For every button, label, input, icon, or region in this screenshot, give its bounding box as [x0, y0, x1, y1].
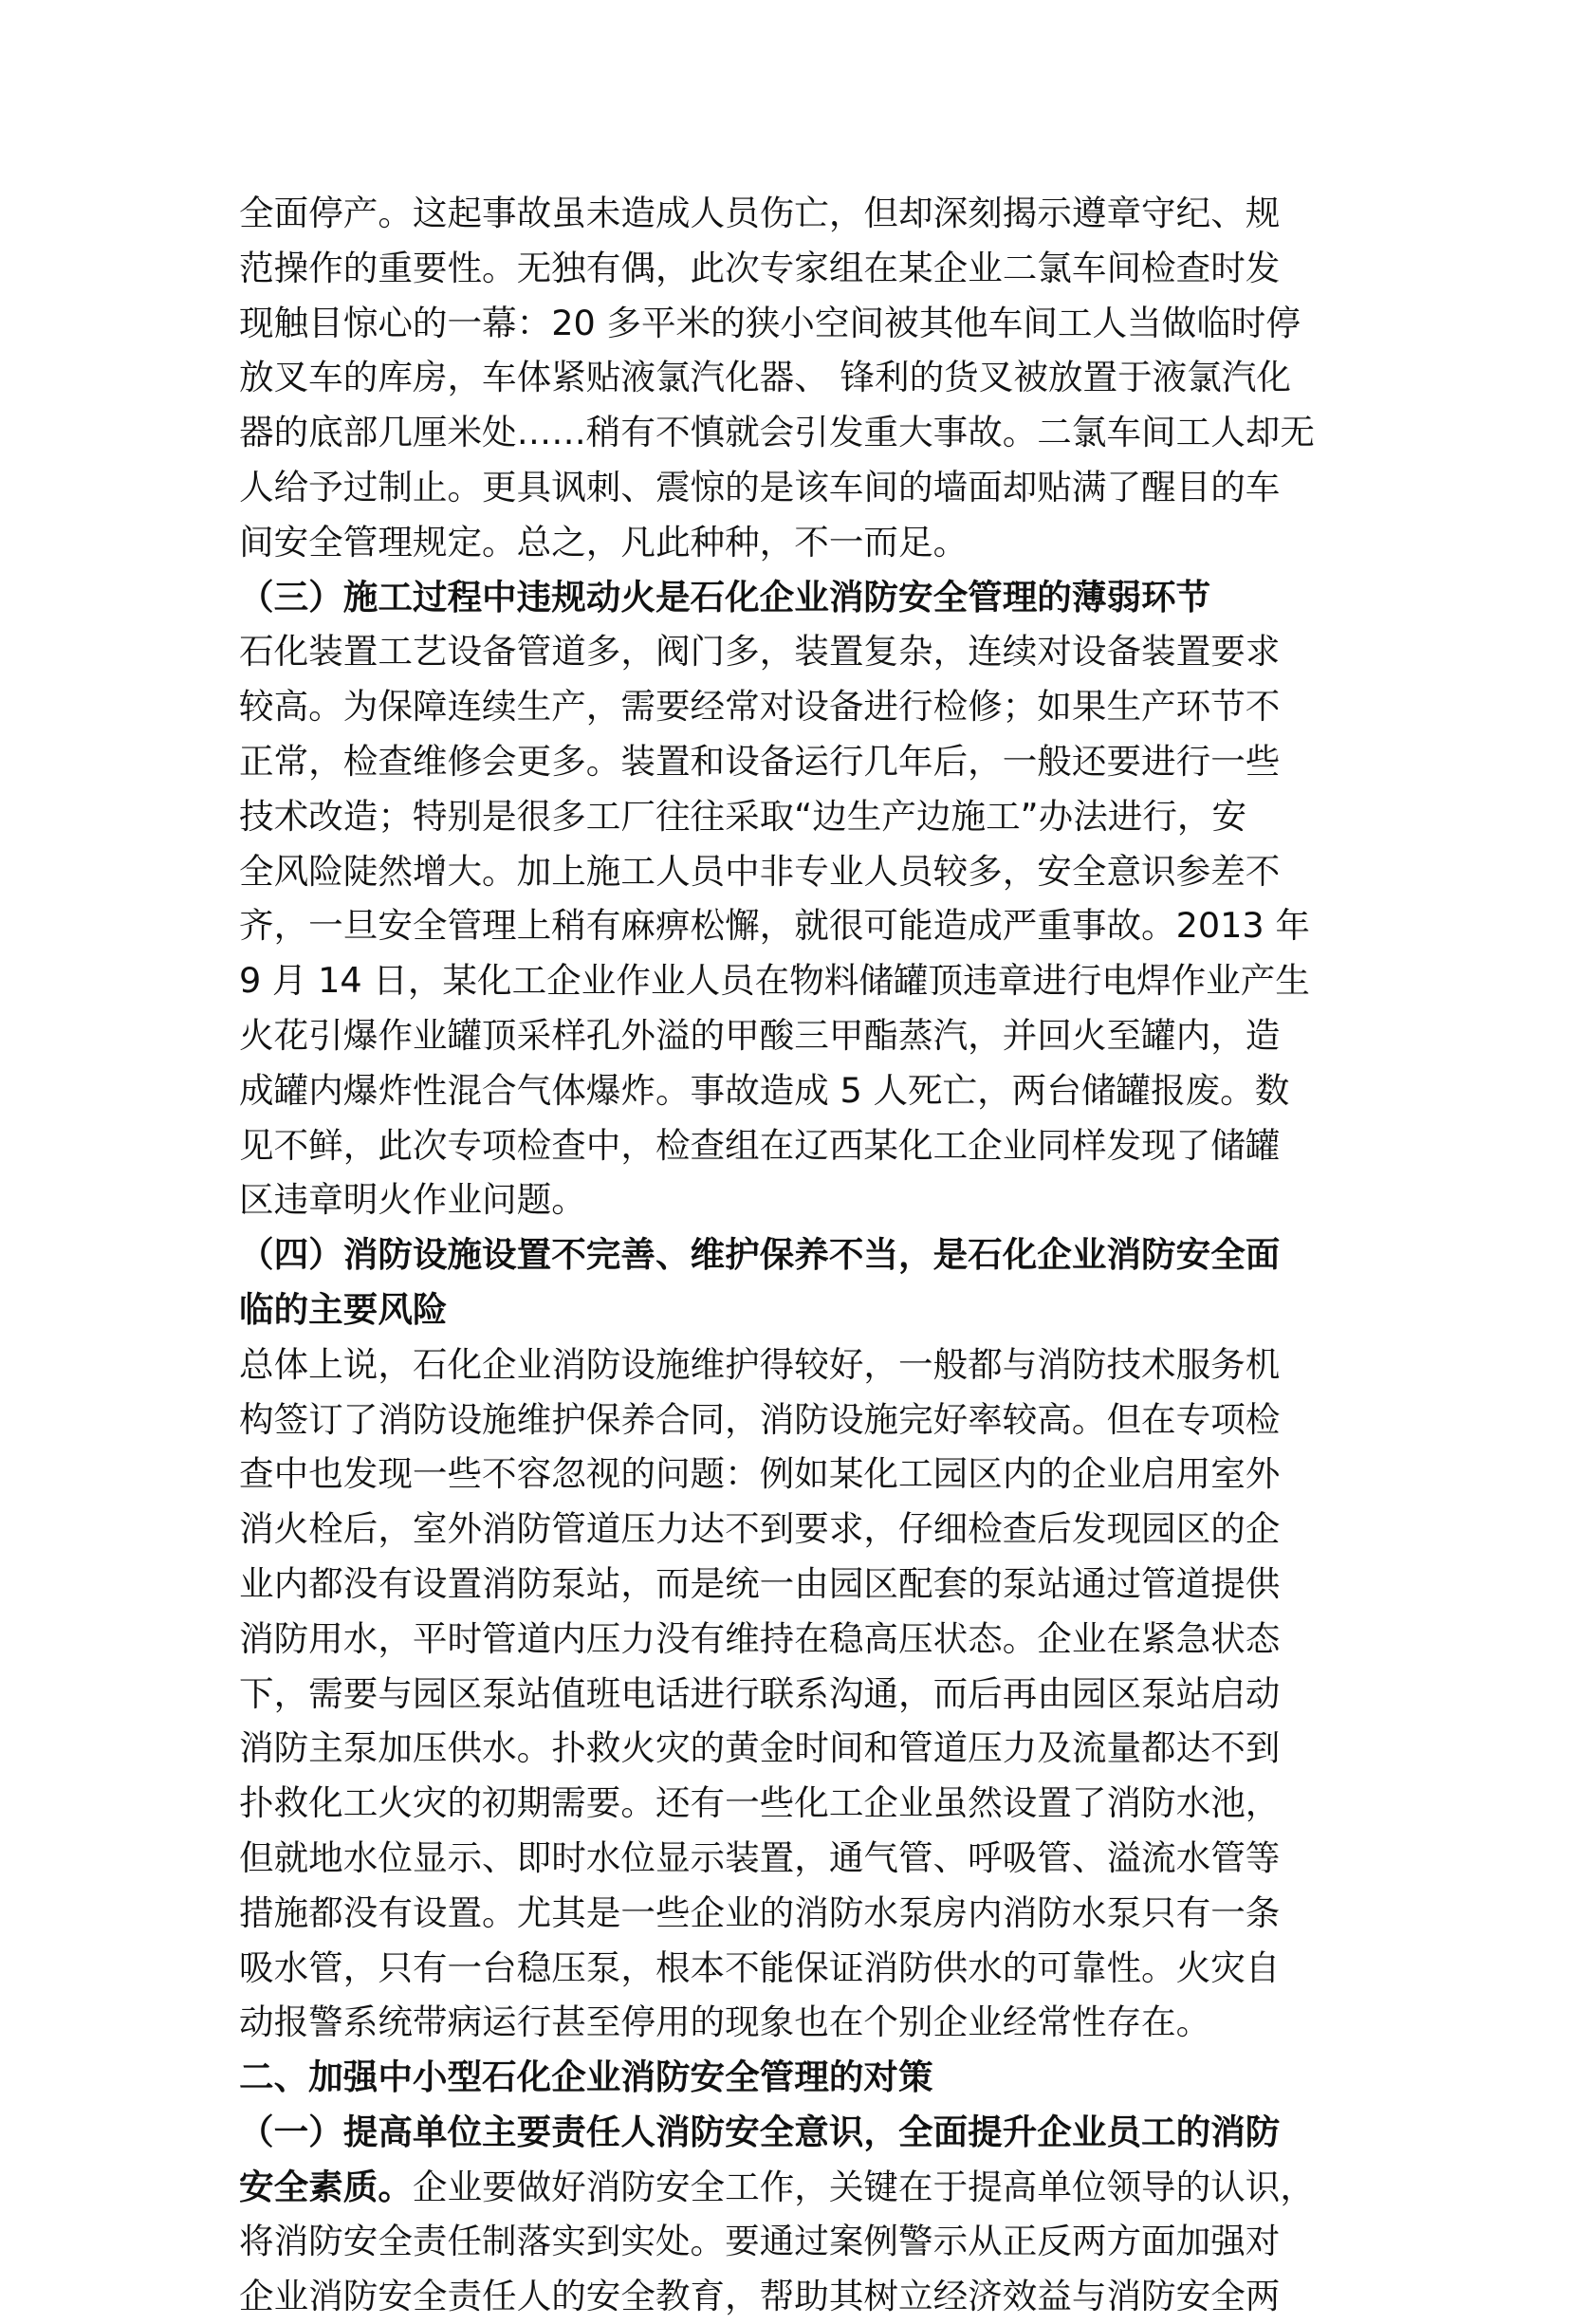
body-line: 但就地水位显示、即时水位显示装置，通气管、呼吸管、溢流水管等 — [239, 1836, 1281, 1878]
body-line: 消火栓后，室外消防管道压力达不到要求，仔细检查后发现园区的企 — [239, 1508, 1281, 1550]
body-line: 全风险陡然增大。加上施工人员中非专业人员较多，安全意识参差不 — [239, 850, 1281, 892]
body-line: 技术改造；特别是很多工厂往往采取“边生产边施工”办法进行，安 — [239, 795, 1247, 837]
body-line: 成罐内爆炸性混合气体爆炸。事故造成 5 人死亡，两台储罐报废。数 — [239, 1069, 1290, 1111]
document-page — [239, 186, 1339, 2324]
body-line: 动报警系统带病运行甚至停用的现象也在个别企业经常性存在。 — [239, 2001, 1211, 2043]
body-line: 9 月 14 日，某化工企业作业人员在物料储罐顶违章进行电焊作业产生 — [239, 960, 1310, 1002]
body-line: 总体上说，石化企业消防设施维护得较好，一般都与消防技术服务机 — [239, 1343, 1281, 1385]
body-line: 吸水管，只有一台稳压泵，根本不能保证消防供水的可靠性。火灾自 — [239, 1946, 1281, 1988]
section-heading: （一）提高单位主要责任人消防安全意识，全面提升企业员工的消防 — [239, 2111, 1281, 2152]
body-line: 间安全管理规定。总之，凡此种种，不一而足。 — [239, 521, 969, 563]
lead-phrase: 安全素质。 — [239, 2166, 413, 2207]
body-line: 构签订了消防设施维护保养合同，消防设施完好率较高。但在专项检 — [239, 1398, 1281, 1440]
section-heading: （四）消防设施设置不完善、维护保养不当，是石化企业消防安全面 — [239, 1234, 1281, 1276]
body-line: 放叉车的库房，车体紧贴液氯汽化器、 锋利的货叉被放置于液氯汽化 — [239, 357, 1291, 398]
body-line: 查中也发现一些不容忽视的问题：例如某化工园区内的企业启用室外 — [239, 1453, 1281, 1495]
body-line: 全面停产。这起事故虽未造成人员伤亡，但却深刻揭示遵章守纪、规 — [239, 193, 1281, 233]
body-line: 扑救化工火灾的初期需要。还有一些化工企业虽然设置了消防水池， — [239, 1782, 1281, 1824]
body-line — [239, 2160, 1339, 2215]
body-line: 范操作的重要性。无独有偶，此次专家组在某企业二氯车间检查时发 — [239, 247, 1281, 288]
body-line: 现触目惊心的一幕：20 多平米的狭小空间被其他车间工人当做临时停 — [239, 302, 1301, 343]
section-heading: （三）施工过程中违规动火是石化企业消防安全管理的薄弱环节 — [239, 576, 1211, 618]
section-heading: 临的主要风险 — [239, 1288, 448, 1330]
body-line: 业内都没有设置消防泵站，而是统一由园区配套的泵站通过管道提供 — [239, 1562, 1281, 1604]
body-line: 人给予过制止。更具讽刺、震惊的是该车间的墙面却贴满了醒目的车 — [239, 466, 1281, 507]
body-line: 区违章明火作业问题。 — [239, 1179, 586, 1221]
body-line: 将消防安全责任制落实到实处。要通过案例警示从正反两方面加强对 — [239, 2221, 1281, 2262]
chapter-heading: 二、加强中小型石化企业消防安全管理的对策 — [239, 2057, 933, 2098]
body-line: 火花引爆作业罐顶采样孔外溢的甲酸三甲酯蒸汽，并回火至罐内，造 — [239, 1014, 1281, 1056]
body-line: 措施都没有设置。尤其是一些企业的消防水泵房内消防水泵只有一条 — [239, 1891, 1281, 1933]
body-line: 正常，检查维修会更多。装置和设备运行几年后，一般还要进行一些 — [239, 740, 1281, 782]
body-line: 消防用水，平时管道内压力没有维持在稳高压状态。企业在紧急状态 — [239, 1617, 1281, 1659]
body-line: 消防主泵加压供水。扑救火灾的黄金时间和管道压力及流量都达不到 — [239, 1727, 1281, 1769]
body-line: 器的底部几厘米处……稍有不慎就会引发重大事故。二氯车间工人却无 — [239, 412, 1315, 453]
body-line: 企业消防安全责任人的安全教育，帮助其树立经济效益与消防安全两 — [239, 2276, 1281, 2317]
body-line: 见不鲜，此次专项检查中，检查组在辽西某化工企业同样发现了储罐 — [239, 1124, 1281, 1166]
body-line: 石化装置工艺设备管道多，阀门多，装置复杂，连续对设备装置要求 — [239, 631, 1281, 673]
body-line: 齐，一旦安全管理上稍有麻痹松懈，就很可能造成严重事故。2013 年 — [239, 905, 1310, 947]
body-line: 较高。为保障连续生产，需要经常对设备进行检修；如果生产环节不 — [239, 686, 1281, 728]
body-line: 下，需要与园区泵站值班电话进行联系沟通，而后再由园区泵站启动 — [239, 1672, 1281, 1714]
body-text: 企业要做好消防安全工作，关键在于提高单位领导的认识， — [412, 2166, 1315, 2207]
